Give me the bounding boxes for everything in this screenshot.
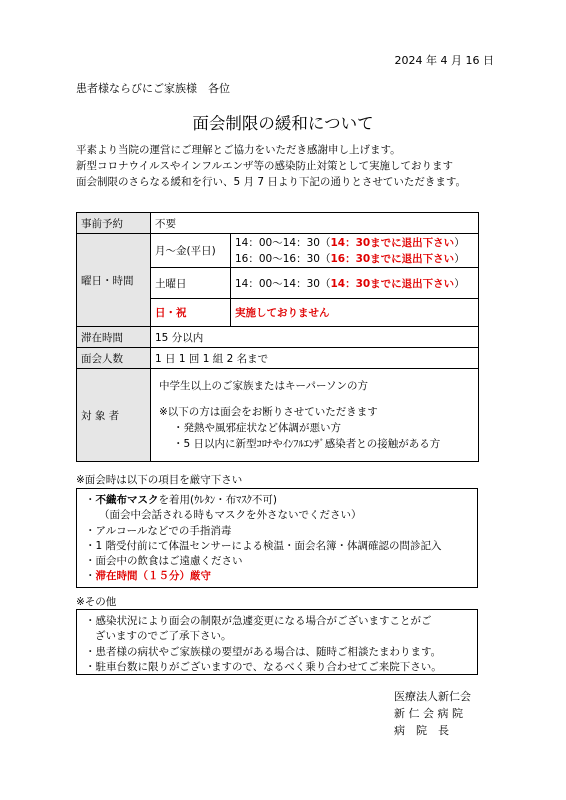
other-box	[76, 609, 478, 675]
reservation-label: 事前予約	[77, 213, 151, 234]
reservation-value: 不要	[151, 213, 479, 234]
notes-item: ・1 階受付前にて体温センサーによる検温・面会名簿・体調確認の問診記入	[85, 539, 442, 552]
notes-item: ・アルコールなどでの手指消毒	[85, 524, 232, 537]
signature-org: 医療法人新仁会	[394, 690, 471, 703]
intro-line: 面会制限のさらなる緩和を行い、5 月 7 日より下記の通りとさせていただきます。	[76, 176, 467, 188]
signature-title: 病 院 長	[394, 724, 449, 737]
notes-item-stay: ・滞在時間（１５分）厳守	[85, 570, 211, 583]
signature	[394, 688, 471, 739]
document-date: 2024 年 4 月 16 日	[394, 54, 494, 67]
days-label: 曜日・時間	[77, 234, 151, 327]
stay-value: 15 分以内	[151, 327, 479, 348]
saturday-label: 土曜日	[151, 268, 231, 299]
visitors-value: 1 日 1 回 1 組 2 名まで	[151, 348, 479, 369]
other-item-cont: ざいますのでご了承下さい。	[95, 630, 232, 643]
signature-hospital: 新 仁 会 病 院	[394, 707, 463, 720]
notes-item-mask-sub: （面会中会話される時もマスクを外さないでください）	[99, 509, 362, 522]
target-label: 対 象 者	[77, 369, 151, 462]
weekday-label: 月～金(平日)	[151, 234, 231, 268]
other-item: ・感染状況により面会の制限が急遽変更になる場合がございますことがご	[85, 615, 432, 627]
visitors-label: 面会人数	[77, 348, 151, 369]
saturday-exit: 14：30までに退出下さい	[330, 277, 455, 290]
intro-line: 新型コロナウイルスやインフルエンザ等の感染防止対策として実施しております	[76, 160, 453, 172]
weekday-exit-1: 14：30までに退出下さい	[330, 236, 455, 249]
notes-item: ・面会中の飲食はご遠慮ください	[85, 555, 243, 568]
notes-item-mask: ・不織布マスクを着用(ｳﾚﾀﾝ・布ﾏｽｸ不可)	[85, 494, 277, 506]
stay-label: 滞在時間	[77, 327, 151, 348]
intro-paragraph	[76, 142, 466, 190]
holiday-label: 日・祝	[151, 299, 231, 327]
holiday-value: 実施しておりません	[231, 299, 479, 327]
weekday-exit-2: 16：30までに退出下さい	[330, 252, 455, 265]
intro-line: 平素より当院の運営にご理解とご協力をいただき感謝申し上げます。	[76, 144, 401, 156]
weekday-time-2: 16：00～16：30（	[235, 252, 331, 265]
notes-box	[76, 488, 478, 588]
weekday-times: 14：00～14：30（14：30までに退出下さい） 16：00～16：30（16：30までに退出下さい）	[231, 234, 479, 268]
other-heading: ※その他	[76, 596, 117, 608]
other-item: ・駐車台数に限りがございますので、なるべく乗り合わせてご来院下さい。	[85, 660, 442, 673]
notes-heading: ※面会時は以下の項目を厳守下さい	[76, 474, 243, 486]
page-title: 面会制限の緩和について	[192, 114, 374, 133]
visit-rules-table	[76, 212, 479, 462]
saturday-time: 14：00～14：30（14：30までに退出下さい）	[231, 268, 479, 299]
weekday-time-1: 14：00～14：30（	[235, 236, 331, 249]
target-value: 中学生以上のご家族またはキーパーソンの方 ※以下の方は面会をお断りさせていただきます ・発熱や風邪症状など体調が悪い方 ・5 日以内に新型ｺﾛﾅやｲﾝﾌﾙｴﾝｻﾞ感染者との接触がある方	[151, 369, 479, 462]
addressee: 患者様ならびにご家族様 各位	[76, 82, 230, 95]
other-item: ・患者様の病状やご家族様の要望がある場合は、随時ご相談たまわります。	[85, 645, 442, 658]
